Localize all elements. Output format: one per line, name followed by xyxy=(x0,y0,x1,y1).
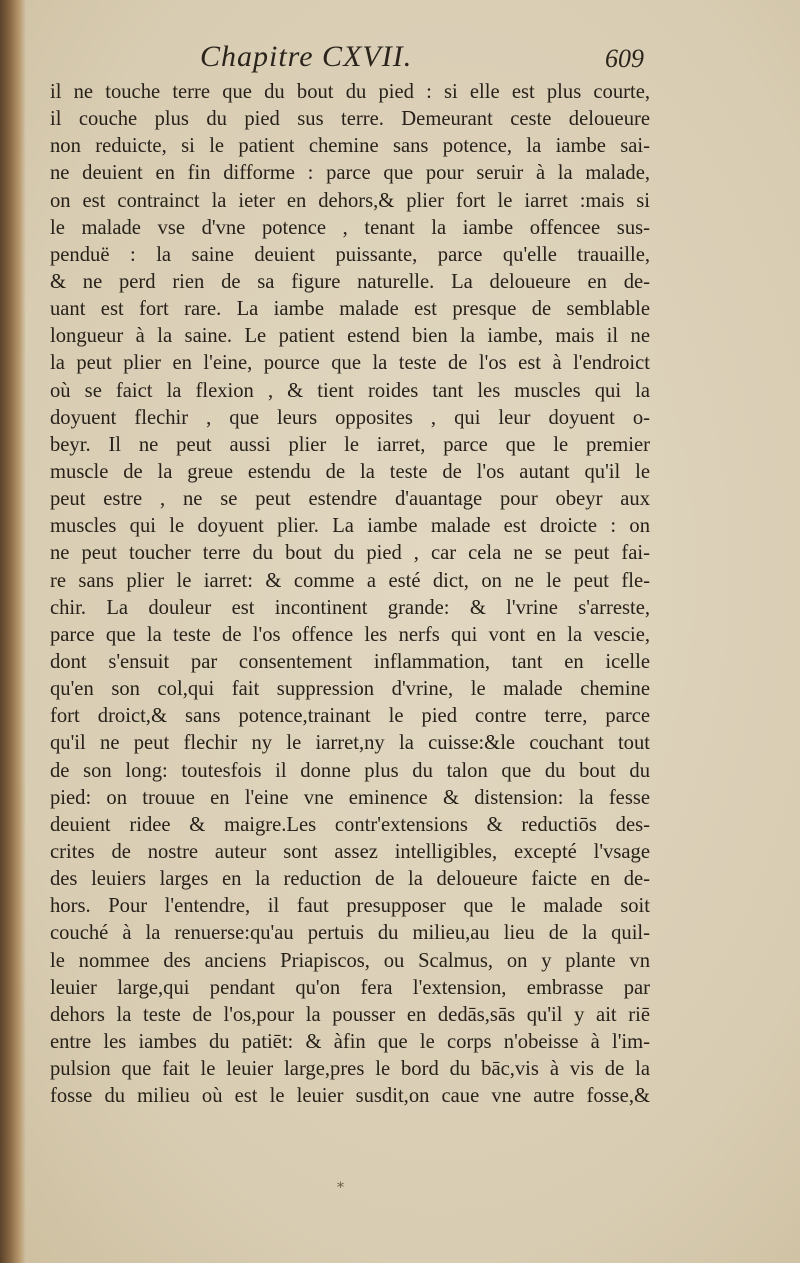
text-line: il couche plus du pied sus terre. Demeurant ceste deloueure xyxy=(50,108,650,131)
text-line: doyuent flechir , que leurs opposites , qui leur doyuent o- xyxy=(50,406,650,429)
page-number: 609 xyxy=(605,44,644,73)
text-line: non reduicte, si le patient chemine sans potence, la iambe sai- xyxy=(50,135,650,158)
text-line: beyr. Il ne peut aussi plier le iarret, parce que le premier xyxy=(50,433,650,456)
text-line: hors. Pour l'entendre, il faut presupposer que le malade soit xyxy=(50,895,650,918)
text-line: des leuiers larges en la reduction de la deloueure faicte en de- xyxy=(50,868,650,891)
text-line: leuier large,qui pendant qu'on fera l'extension, embrasse par xyxy=(50,976,650,999)
text-line: fort droict,& sans potence,trainant le pied contre terre, parce xyxy=(50,705,650,728)
text-line: pied: on trouue en l'eine vne eminence & distension: la fesse xyxy=(50,786,650,809)
text-line: le nommee des anciens Priapiscos, ou Scalmus, on y plante vn xyxy=(50,949,650,972)
text-line: de son long: toutesfois il donne plus du talon que du bout du xyxy=(50,759,650,782)
text-line: uant est fort rare. La iambe malade est presque de semblable xyxy=(50,298,650,321)
text-line: il ne touche terre que du bout du pied : si elle est plus courte, xyxy=(50,81,650,103)
ink-mark: * xyxy=(337,1180,344,1196)
text-line: pulsion que fait le leuier large,pres le bord du bāc,vis à vis de la xyxy=(50,1058,650,1081)
text-line: fosse du milieu où est le leuier susdit,on caue vne autre fosse,& xyxy=(50,1085,650,1108)
text-line: le malade vse d'vne potence , tenant la iambe offencee sus- xyxy=(50,216,650,239)
page-header xyxy=(0,40,800,80)
text-line: peut estre , ne se peut estendre d'auantage pour obeyr aux xyxy=(50,488,650,511)
text-line: & ne perd rien de sa figure naturelle. La deloueure en de- xyxy=(50,270,650,293)
text-line: dont s'ensuit par consentement inflammation, tant en icelle xyxy=(50,650,650,673)
text-line: qu'en son col,qui fait suppression d'vrine, le malade chemine xyxy=(50,678,650,701)
text-line: parce que la teste de l'os offence les nerfs qui vont en la vescie, xyxy=(50,623,650,646)
text-line: on est contrainct la ieter en dehors,& plier fort le iarret :mais si xyxy=(50,189,650,212)
running-head: Chapitre CXVII. xyxy=(200,40,413,73)
text-line: ne deuient en fin difforme : parce que pour seruir à la malade, xyxy=(50,162,650,185)
text-line: entre les iambes du patiēt: & àfin que le corps n'obeisse à l'im- xyxy=(50,1030,650,1053)
text-line: couché à la renuerse:qu'au pertuis du milieu,au lieu de la quil- xyxy=(50,922,650,945)
text-line: longueur à la saine. Le patient estend bien la iambe, mais il ne xyxy=(50,325,650,348)
text-line: muscles qui le doyuent plier. La iambe malade est droicte : on xyxy=(50,515,650,538)
text-line: la peut plier en l'eine, pource que la teste de l'os est à l'endroict xyxy=(50,352,650,375)
text-line: où se faict la flexion , & tient roides tant les muscles qui la xyxy=(50,379,650,402)
text-line: ne peut toucher terre du bout du pied , car cela ne se peut fai- xyxy=(50,542,650,565)
text-line: muscle de la greue estendu de la teste de l'os autant qu'il le xyxy=(50,460,650,483)
text-line: deuient ridee & maigre.Les contr'extensions & reductiōs des- xyxy=(50,813,650,836)
page-binding-edge xyxy=(0,0,26,1263)
text-line: penduë : la saine deuient puissante, parce qu'elle trauaille, xyxy=(50,243,650,266)
body-text xyxy=(50,79,650,1110)
text-line: qu'il ne peut flechir ny le iarret,ny la cuisse:&le couchant tout xyxy=(50,732,650,755)
text-line: dehors la teste de l'os,pour la pousser en dedās,sās qu'il y ait riē xyxy=(50,1003,650,1026)
text-line: crites de nostre auteur sont assez intelligibles, excepté l'vsage xyxy=(50,840,650,863)
text-line: re sans plier le iarret: & comme a esté dict, on ne le peut fle- xyxy=(50,569,650,592)
text-line: chir. La douleur est incontinent grande: & l'vrine s'arreste, xyxy=(50,596,650,619)
